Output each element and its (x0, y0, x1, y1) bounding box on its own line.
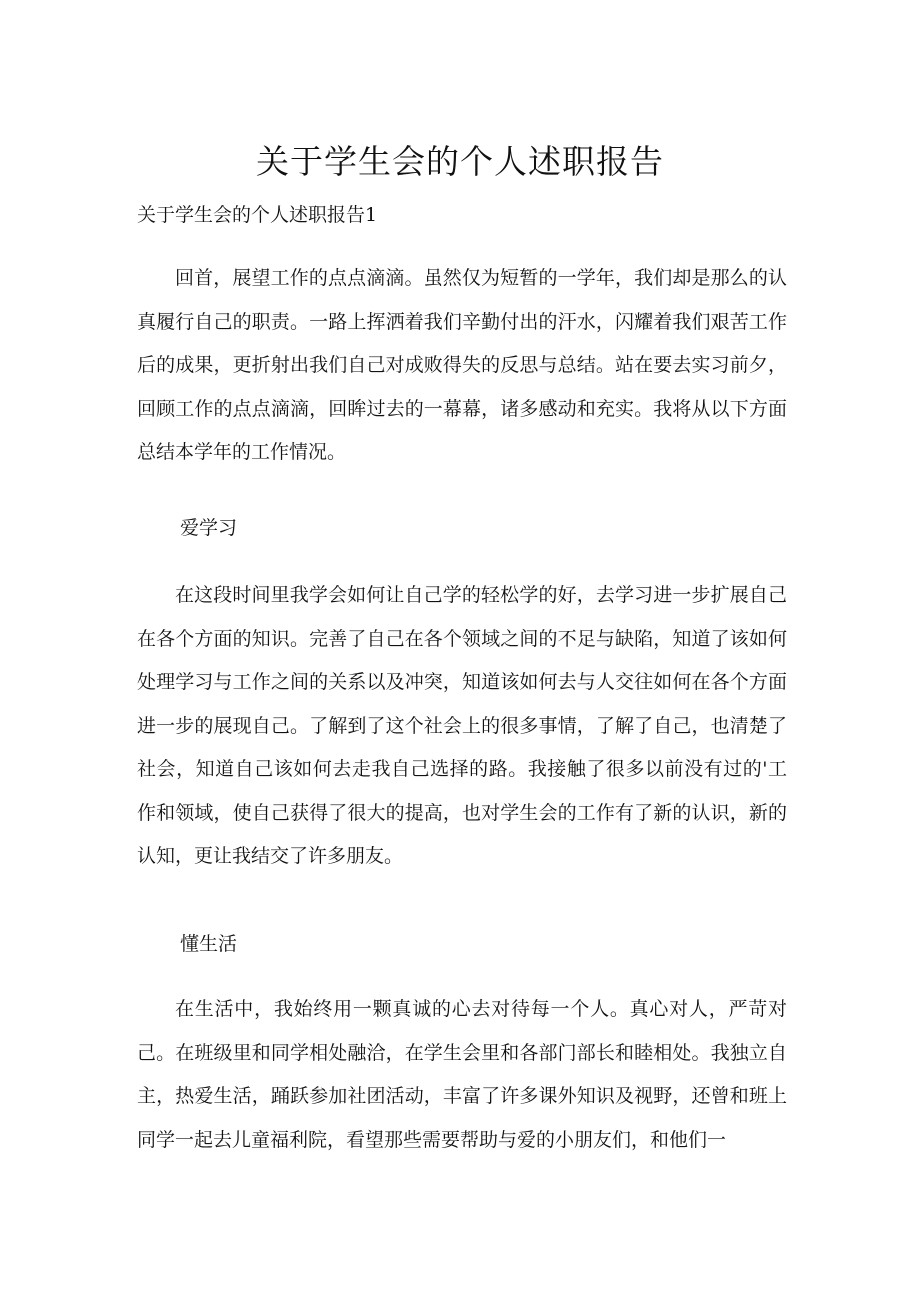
paragraph-study: 在这段时间里我学会如何让自己学的轻松学的好，去学习进一步扩展自己在各个方面的知识。完善了自己在各个领域之间的不足与缺陷，知道了该如何处理学习与工作之间的关系以及冲突，知道该如何去与人交往如何在各个方面进一步的展现自己。了解到了这个社会上的很多事情，了解了自己，也清楚了社会，知道自己该如何去走我自己选择的路。我接触了很多以前没有过的'工作和领域，使自己获得了很大的提高，也对学生会的工作有了新的认识，新的认知，更让我结交了许多朋友。 (137, 584, 787, 867)
document-title: 关于学生会的个人述职报告 (256, 142, 664, 181)
section-heading-life: 懂生活 (180, 933, 238, 955)
paragraph-intro: 回首，展望工作的点点滴滴。虽然仅为短暂的一学年，我们却是那么的认真履行自己的职责。一路上挥洒着我们辛勤付出的汗水，闪耀着我们艰苦工作后的成果，更折射出我们自己对成败得失的反思与总结。站在要去实习前夕，回顾工作的点点滴滴，回眸过去的一幕幕，诸多感动和充实。我将从以下方面总结本学年的工作情况。 (137, 267, 787, 463)
paragraph-life: 在生活中，我始终用一颗真诚的心去对待每一个人。真心对人，严苛对己。在班级里和同学相处融洽，在学生会里和各部门部长和睦相处。我独立自主，热爱生活，踊跃参加社团活动，丰富了许多课外知识及视野，还曾和班上同学一起去儿童福利院，看望那些需要帮助与爱的小朋友们，和他们一 (137, 998, 787, 1151)
document-subtitle: 关于学生会的个人述职报告1 (137, 204, 378, 226)
section-heading-study: 爱学习 (180, 517, 238, 539)
